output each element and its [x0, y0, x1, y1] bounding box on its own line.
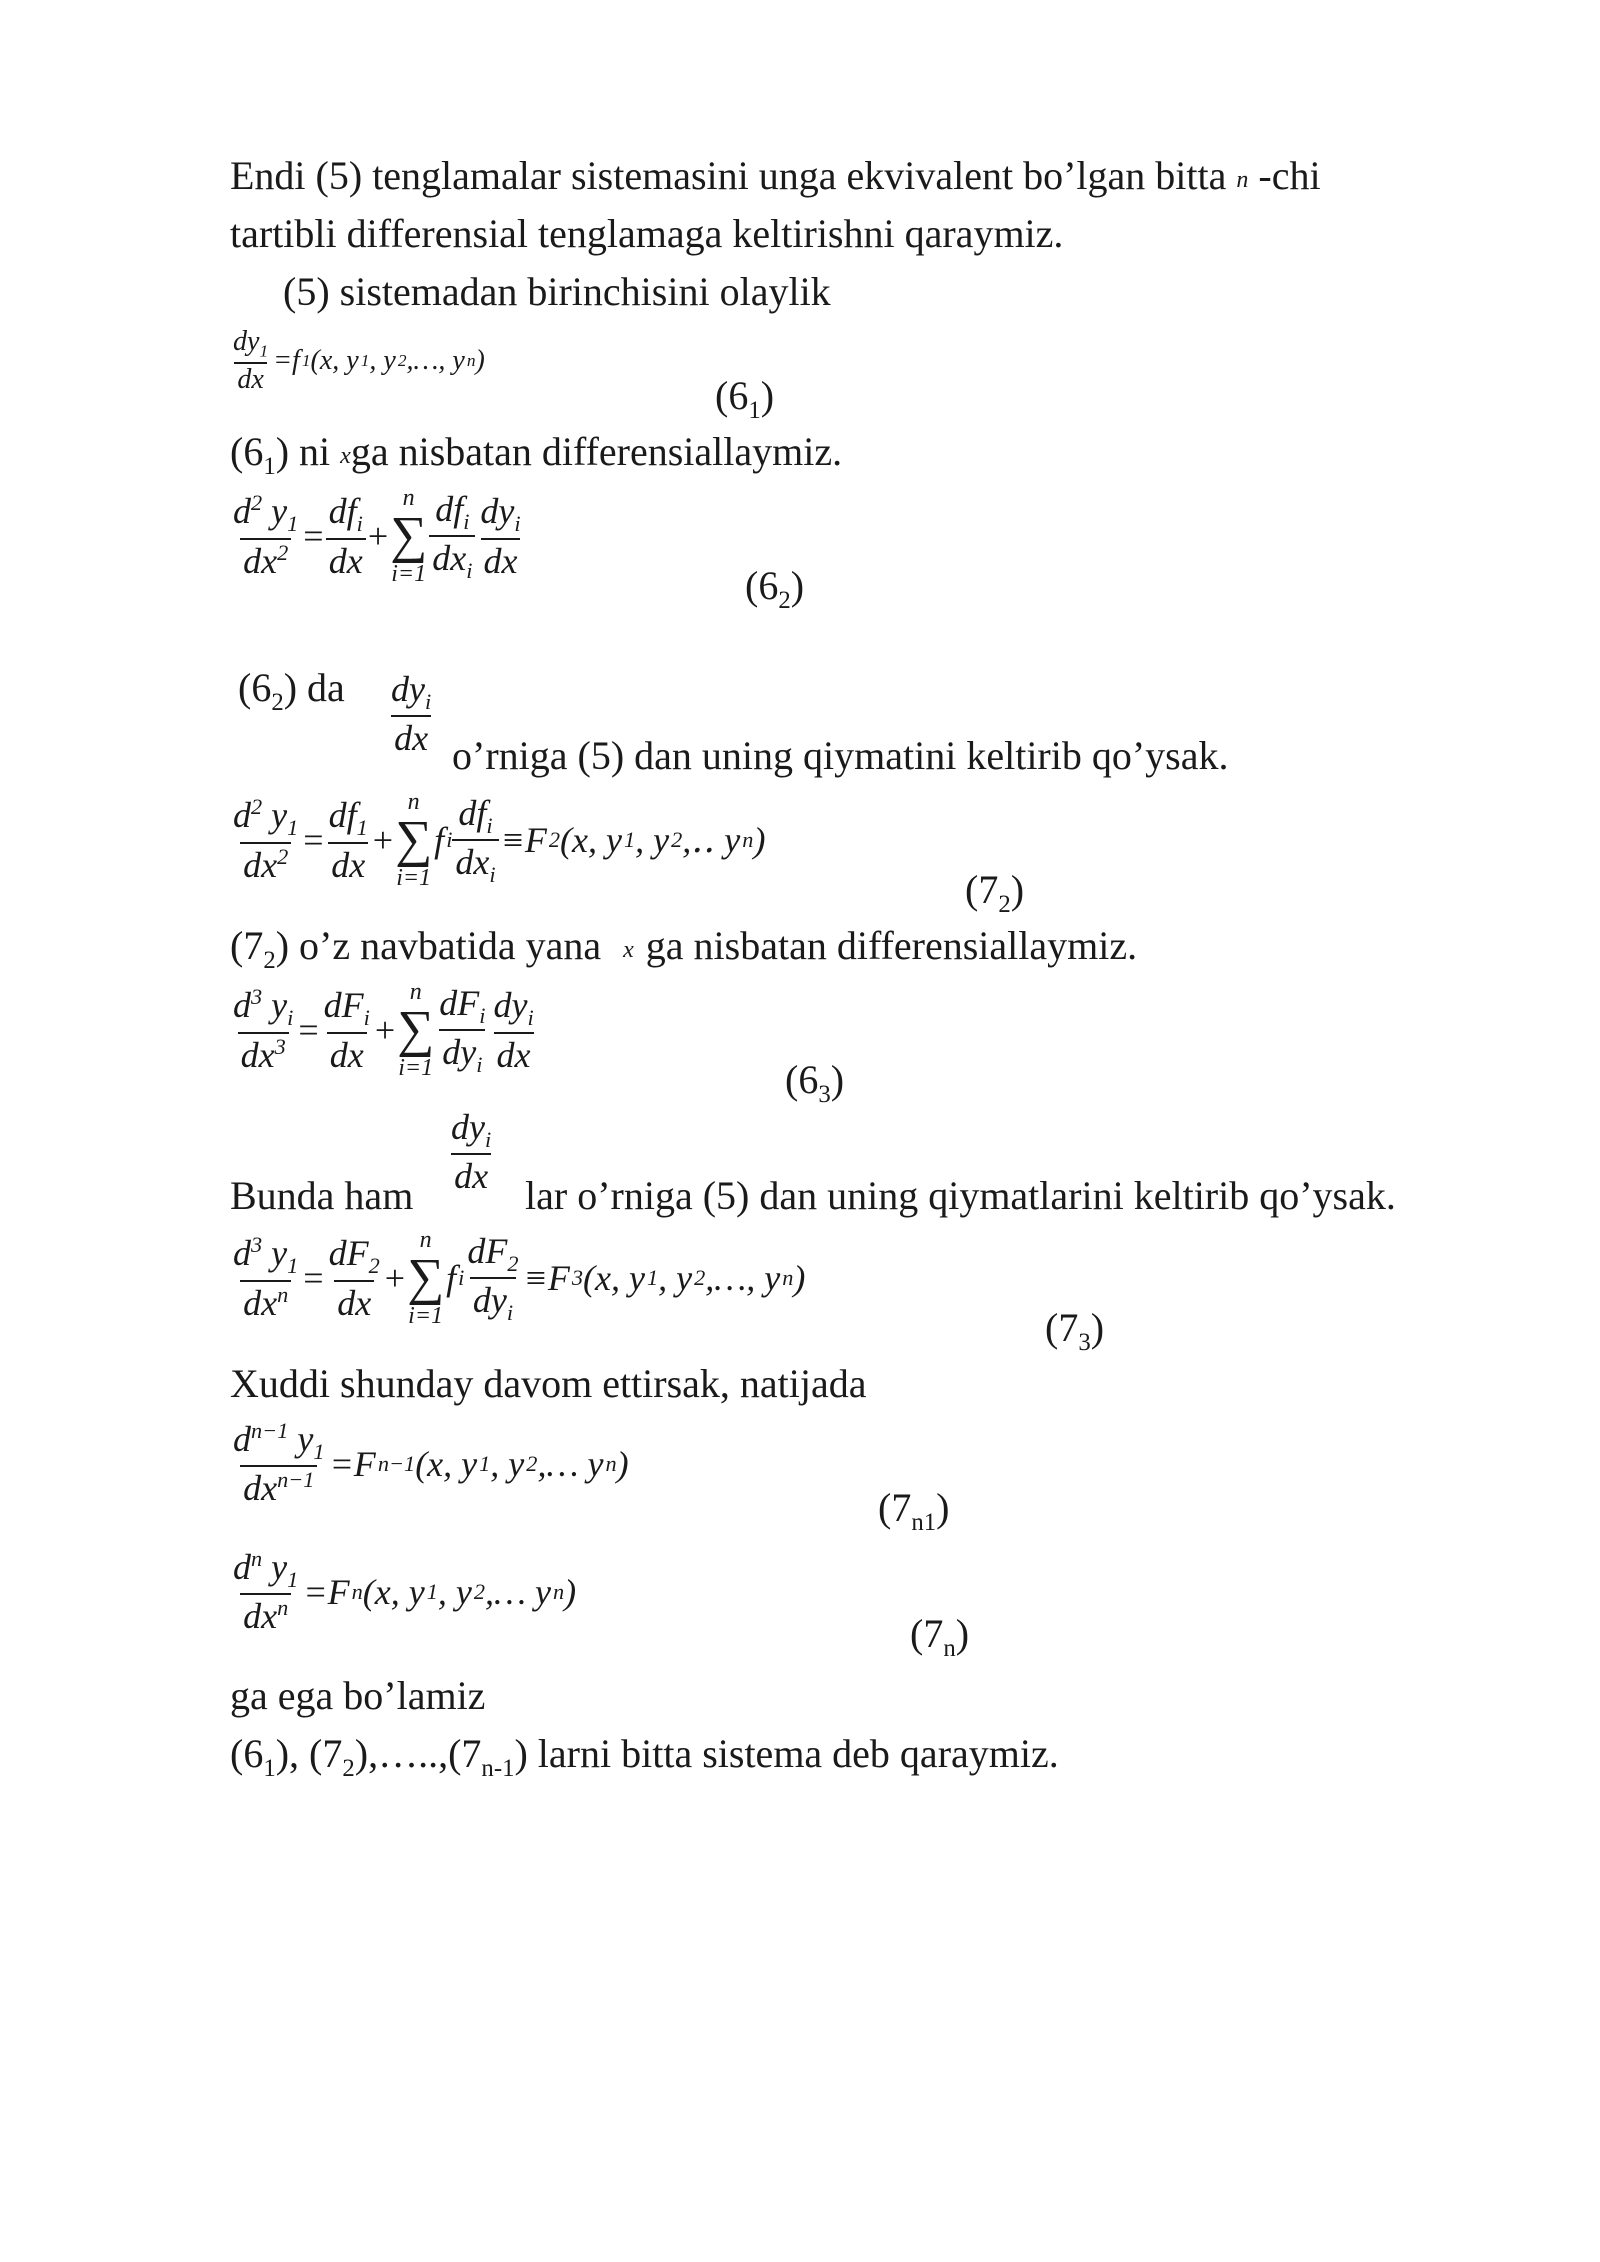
fraction-dF2-dyi: $\frac{dF_2}{dy_i}$	[467, 1230, 519, 1326]
inline-fraction-dyi-dx: $dy_i$ dx	[451, 1107, 492, 1197]
intro-text: Endi (5) tenglamalar sistemasini unga ekvivalent bo’lgan bitta	[230, 153, 1227, 198]
label-6-3: $(6_3)$	[785, 1057, 845, 1108]
summation: n ∑ i=1	[397, 979, 435, 1081]
label-6-1: $(6_1)$	[715, 373, 775, 424]
inline-fraction-dyi-dx: $dy_i$ dx	[391, 669, 432, 759]
var-x: x	[623, 936, 634, 963]
paragraph-xuddi-shunday: Xuddi shunday davom ettirsak, natijada	[230, 1361, 867, 1406]
summation: n ∑ i=1	[390, 485, 428, 587]
fraction-dfi-dxi: $\frac{df_i}{dx_i}$	[429, 488, 475, 584]
equation-6-1: $\frac{dy_1}{dx}$ =f 1 (x, y 1 , y 2 ,…, y n )	[230, 326, 487, 396]
fraction-dy1-dx: $\frac{dy_1}{dx}$	[233, 326, 269, 395]
fraction-dFi-dyi: $\frac{dF_i}{dy_i}$	[439, 982, 486, 1078]
equation-6-2: $\frac{d^2 y_1}{dx^2}$ = $\frac{df_i}{dx}$ + n ∑ i=1 $\frac{df_i}{dx_i}$ $\frac{dy_i}{dx}$	[230, 486, 526, 586]
label-6-2: $(6_2)$	[745, 563, 805, 614]
var-n: n	[1236, 166, 1249, 193]
paragraph-ga-ega: ga ega bo’lamiz	[230, 1673, 486, 1718]
fraction-dny1-dxn: $\frac{d^n y_1}{dx^n}$	[233, 1546, 299, 1637]
fraction-d2y1-dx2: $\frac{d^2 y_1}{dx^2}$	[233, 490, 299, 581]
fraction-dfi-dxi: $\frac{df_i}{dx_i}$	[452, 792, 498, 888]
fraction-df1-dx: $\frac{df_1}{dx}$	[328, 795, 368, 885]
paragraph-intro-line2: tartibli differensial tenglamaga keltirishni qaraymiz.	[230, 211, 1064, 256]
fraction-d3y1-dxn: $\frac{d^3 y_1}{dx^n}$	[233, 1232, 299, 1323]
paragraph-intro-line1	[230, 152, 1321, 204]
equation-7-3: $\frac{d^3 y_1}{dx^n}$ = $\frac{dF_2}{dx}$ + n ∑ i=1 f i $\frac{dF_2}{dy_i}$ ≡F 3 (x, y 1 , y 2 ,…, y n )	[230, 1228, 807, 1328]
fraction-d3yi-dx3: $\frac{d^3 y_i}{dx^3}$	[233, 984, 294, 1075]
paragraph-bunda-ham-end: lar o’rniga (5) dan uning qiymatlarini keltirib qo’ysak.	[525, 1173, 1396, 1218]
fraction-dyi-dx: $\frac{dy_i}{dx}$	[493, 985, 534, 1075]
equation-7-n-minus-1: $\frac{d^{n-1} y_1}{dx^{n-1}}$ =F n−1 (x, y 1 , y 2 ,… y n )	[230, 1418, 631, 1509]
eq-rhs: =f	[273, 344, 300, 376]
summation: n ∑ i=1	[395, 789, 433, 891]
paragraph-differentiate-x: $(6_1)$ ni xga nisbatan differensiallaymiz.	[230, 429, 843, 480]
label-7-n1: $(7_{n1})$	[878, 1485, 950, 1536]
label-7-n: $(7_n)$	[910, 1611, 970, 1662]
equation-7-n: $\frac{d^n y_1}{dx^n}$ =F n (x, y 1 , y 2 ,… y n )	[230, 1546, 578, 1637]
fraction-dF2-dx: $\frac{dF_2}{dx}$	[328, 1233, 380, 1323]
equation-6-3: $\frac{d^3 y_i}{dx^3}$ = $\frac{dF_i}{dx}$ + n ∑ i=1 $\frac{dF_i}{dy_i}$ $\frac{dy_i}{dx}$	[230, 980, 539, 1080]
fraction-d2y1-dx2: $\frac{d^2 y_1}{dx^2}$	[233, 794, 299, 885]
paragraph-bunda-ham: Bunda ham	[230, 1173, 414, 1218]
fraction-dfi-dx: $\frac{df_i}{dx}$	[326, 490, 366, 581]
fraction-dFi-dx: $\frac{dF_i}{dx}$	[323, 985, 370, 1075]
var-x: x	[340, 442, 351, 469]
equation-7-2: $\frac{d^2 y_1}{dx^2}$ = $\frac{df_1}{dx}$ + n ∑ i=1 f i $\frac{df_i}{dx_i}$ ≡F 2 (x, y 1 , y 2 ,‥ y n )	[230, 790, 767, 890]
paragraph-substitute-dyi: $(6_2)$ da	[238, 665, 345, 716]
paragraph-differentiate-again: $(7_2)$ o’z navbatida yana x ga nisbatan differensiallaymiz.	[230, 923, 1138, 974]
paragraph-substitute-end: o’rniga (5) dan uning qiymatini keltirib qo’ysak.	[452, 733, 1229, 778]
label-7-2: $(7_2)$	[965, 867, 1025, 918]
paragraph-take-first: (5) sistemadan birinchisini olaylik	[283, 269, 831, 314]
paragraph-system: $(6_1)$, $(7_2),\dots..,(7_{n-1})$ larni bitta sistema deb qaraymiz.	[230, 1731, 1059, 1782]
fraction-dn1y1-dxn1: $\frac{d^{n-1} y_1}{dx^{n-1}}$	[233, 1418, 325, 1509]
label-7-3: $(7_3)$	[1045, 1305, 1105, 1356]
intro-text-end: -chi	[1258, 153, 1321, 198]
summation: n ∑ i=1	[407, 1227, 445, 1329]
fraction-dyi-dx: $\frac{dy_i}{dx}$	[480, 491, 521, 581]
